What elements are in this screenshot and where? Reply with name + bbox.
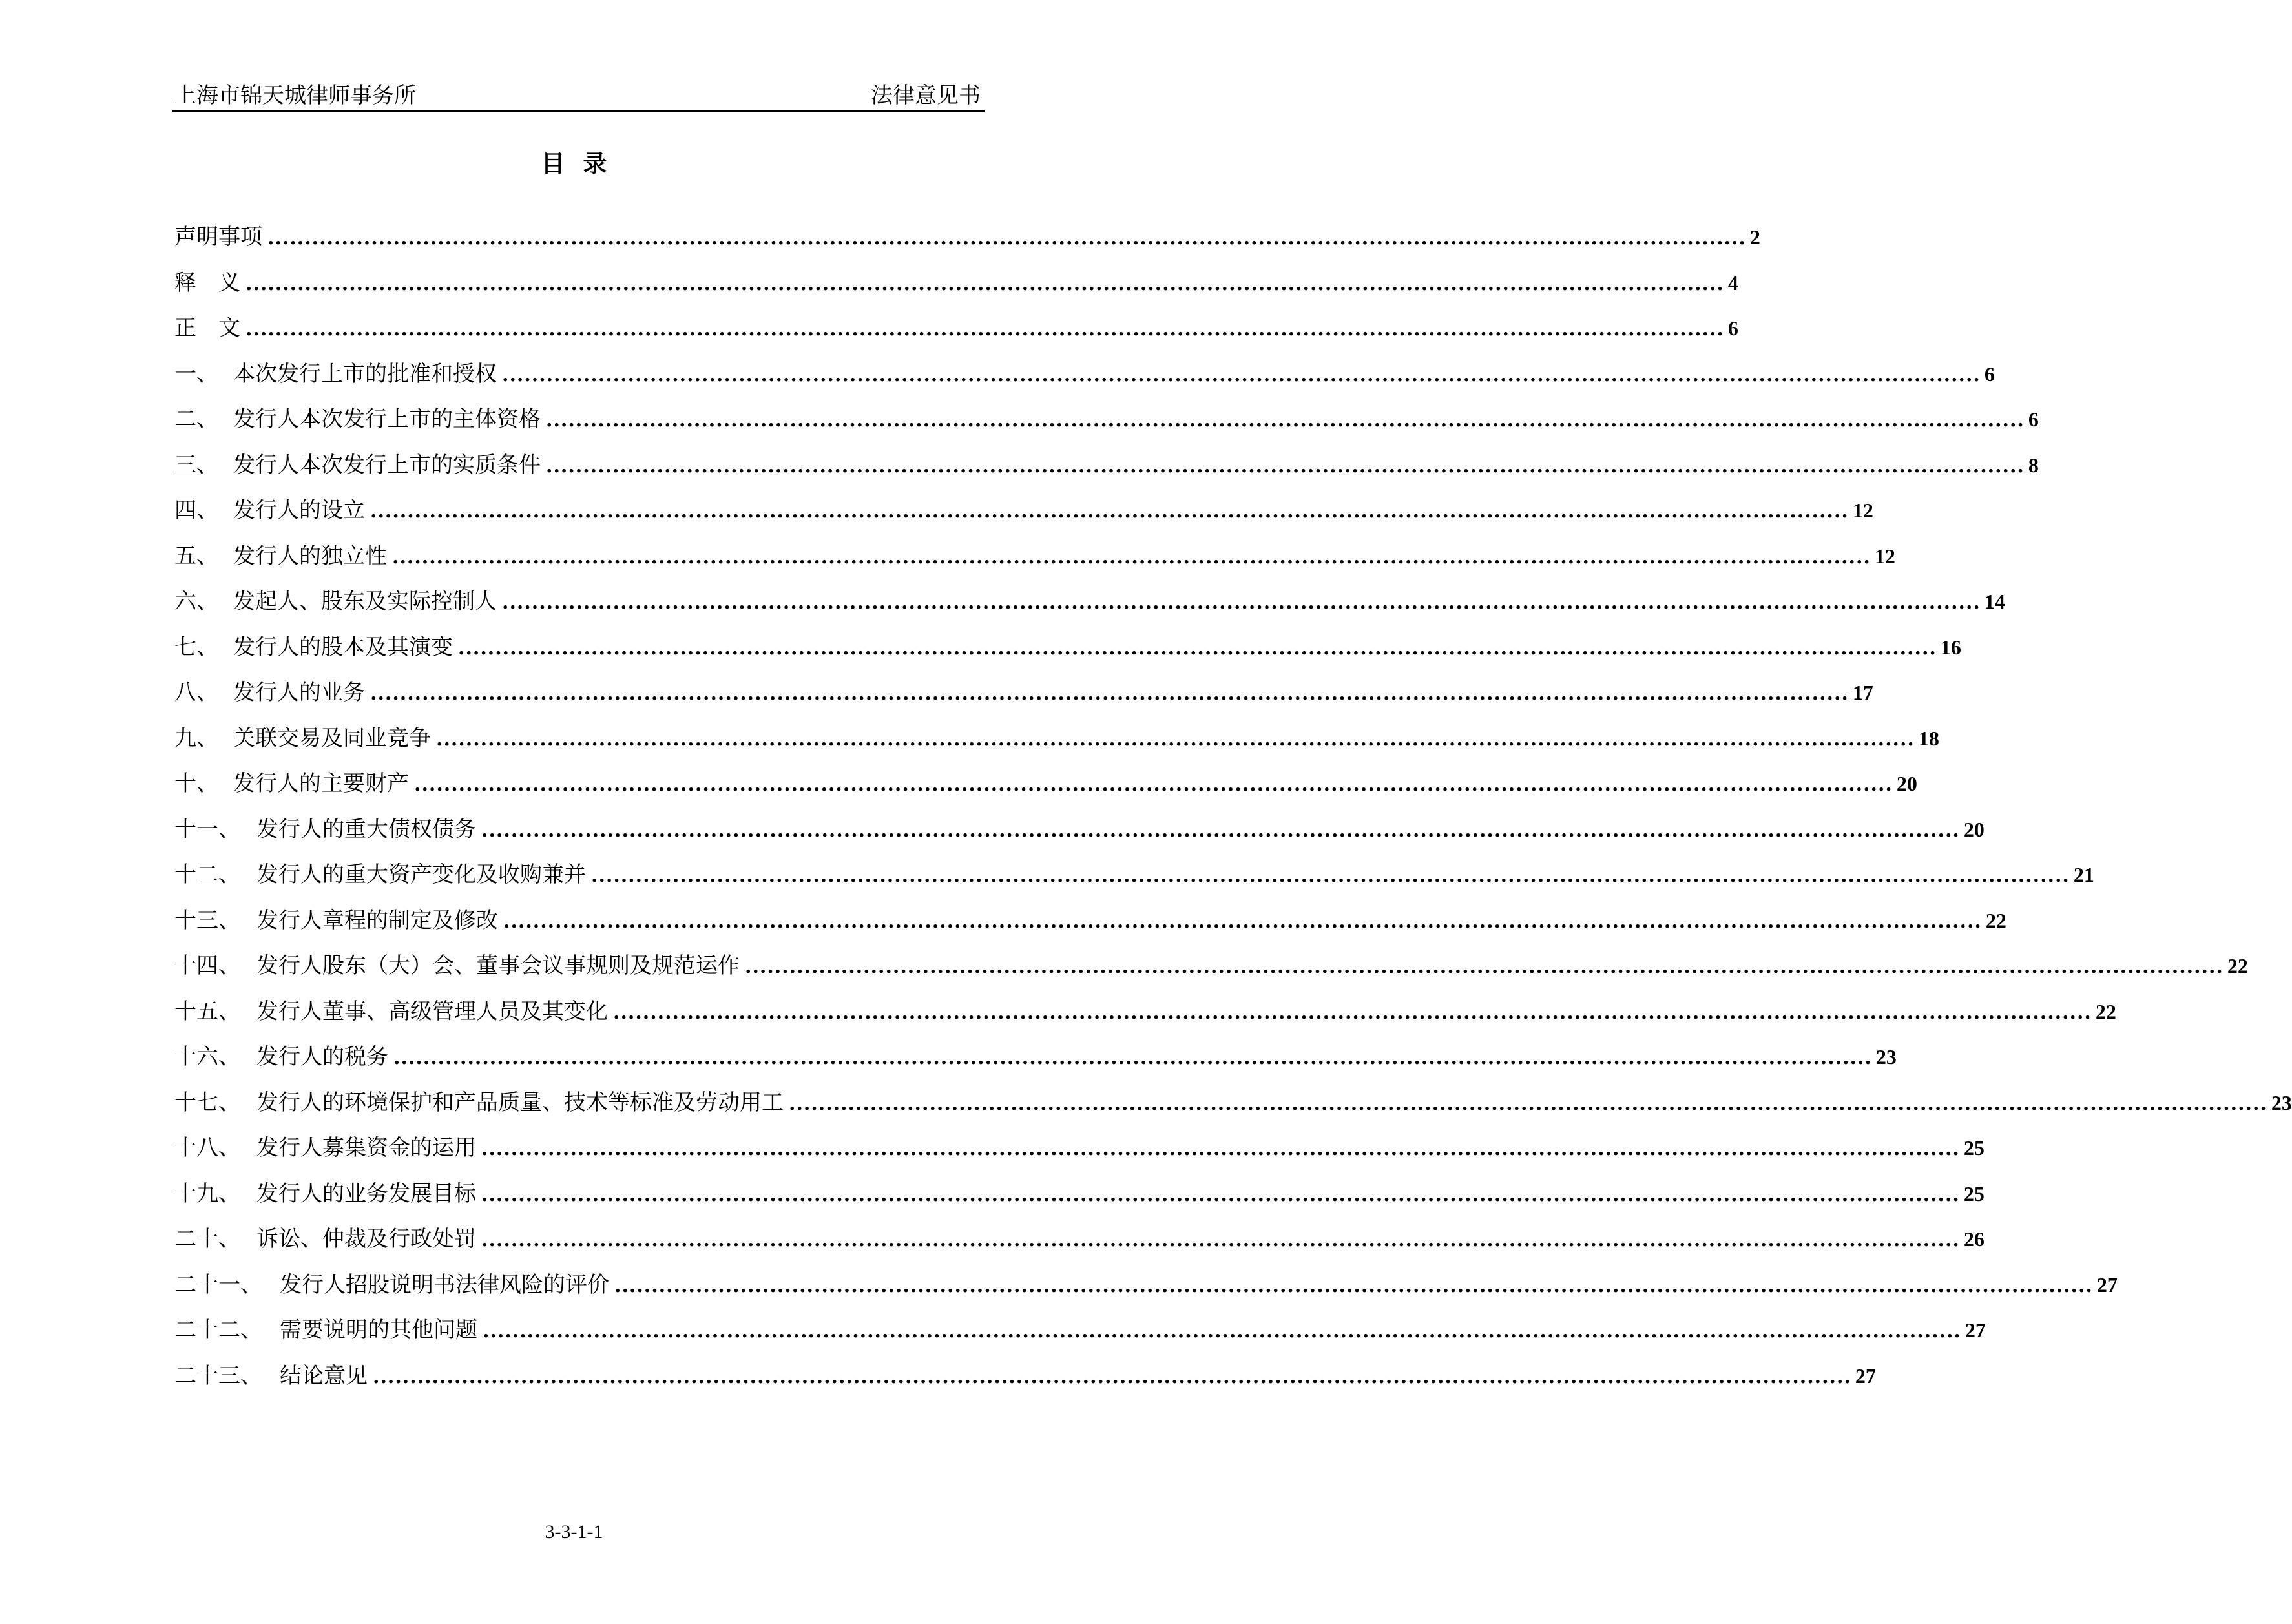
toc-entry-number: 十九、 — [174, 1180, 240, 1207]
toc-dot-leader: ........................................................................................................................................................................................................ — [546, 409, 2025, 432]
toc-entry-title: 发行人招股说明书法律风险的评价 — [280, 1271, 609, 1298]
toc-entry-page: 12 — [1852, 499, 1873, 522]
table-of-contents — [174, 221, 2292, 1405]
toc-entry-title: 发行人章程的制定及修改 — [256, 907, 498, 933]
toc-entry-page: 14 — [1984, 590, 2005, 613]
toc-entry-number: 二十一、 — [174, 1271, 262, 1298]
toc-entry-page: 16 — [1940, 635, 1961, 659]
toc-dot-leader: ........................................................................................................................................................................................................ — [245, 318, 1724, 340]
toc-entry-number: 十四、 — [174, 953, 240, 979]
toc-entry[interactable] — [174, 676, 1873, 722]
toc-dot-leader: ........................................................................................................................................................................................................ — [392, 545, 1871, 568]
toc-entry[interactable] — [174, 722, 1939, 768]
toc-entry[interactable] — [174, 859, 2094, 904]
toc-dot-leader: ........................................................................................................................................................................................................ — [373, 1365, 1851, 1388]
toc-entry-page: 18 — [1918, 726, 1939, 750]
toc-entry-title: 发行人的重大债权债务 — [256, 816, 476, 842]
toc-entry-title: 发行人的环境保护和产品质量、技术等标准及劳动用工 — [256, 1089, 784, 1116]
toc-entry-title: 需要说明的其他问题 — [280, 1317, 477, 1343]
toc-dot-leader: ........................................................................................................................................................................................................ — [789, 1092, 2267, 1115]
toc-entry[interactable] — [174, 1314, 1986, 1360]
toc-entry-number: 六、 — [174, 588, 218, 614]
toc-entry-page: 8 — [2028, 453, 2039, 477]
toc-entry-title: 发行人的独立性 — [233, 543, 387, 569]
toc-entry-page: 21 — [2073, 863, 2094, 886]
toc-entry-page: 25 — [1963, 1136, 1985, 1160]
toc-entry[interactable] — [174, 403, 2039, 449]
toc-entry-number: 十六、 — [174, 1044, 240, 1070]
toc-entry-number: 二十三、 — [174, 1362, 262, 1389]
toc-dot-leader: ........................................................................................................................................................................................................ — [745, 955, 2224, 978]
toc-entry[interactable] — [174, 1132, 1985, 1178]
toc-dot-leader: ........................................................................................................................................................................................................ — [481, 818, 1960, 842]
toc-entry[interactable] — [174, 585, 2005, 631]
toc-entry-number: 十八、 — [174, 1135, 240, 1161]
toc-entry-title: 声明事项 — [174, 224, 262, 250]
toc-entry-title: 诉讼、仲裁及行政处罚 — [256, 1226, 476, 1252]
toc-entry-number: 七、 — [174, 634, 218, 660]
toc-dot-leader: ........................................................................................................................................................................................................ — [591, 864, 2070, 887]
toc-entry-title: 发行人的税务 — [256, 1044, 388, 1070]
toc-entry-title: 本次发行上市的批准和授权 — [233, 360, 497, 387]
toc-entry[interactable] — [174, 1360, 1876, 1406]
toc-entry-title: 发行人本次发行上市的主体资格 — [233, 406, 541, 432]
toc-dot-leader: ........................................................................................................................................................................................................ — [481, 1183, 1960, 1206]
toc-entry-title: 发行人的股本及其演变 — [233, 634, 453, 660]
toc-entry-title: 发行人的主要财产 — [233, 771, 409, 796]
toc-entry[interactable] — [174, 449, 2039, 495]
toc-entry[interactable] — [174, 312, 1738, 358]
toc-dot-leader: ........................................................................................................................................................................................................ — [614, 1274, 2093, 1297]
toc-dot-leader: ........................................................................................................................................................................................................ — [546, 454, 2025, 477]
toc-entry-page: 22 — [2227, 954, 2248, 977]
toc-entry-title: 释 义 — [174, 269, 240, 296]
toc-entry[interactable] — [174, 358, 1995, 404]
toc-entry[interactable] — [174, 904, 2006, 950]
toc-entry-page: 6 — [1984, 362, 1995, 386]
toc-entry[interactable] — [174, 221, 1760, 267]
toc-dot-leader: ........................................................................................................................................................................................................ — [481, 1138, 1960, 1160]
toc-entry[interactable] — [174, 813, 1985, 859]
toc-dot-leader: ........................................................................................................................................................................................................ — [393, 1046, 1872, 1069]
toc-entry-page: 23 — [2271, 1090, 2292, 1114]
toc-entry[interactable] — [174, 1178, 1985, 1223]
toc-entry[interactable] — [174, 1087, 2292, 1132]
toc-entry-page: 26 — [1963, 1227, 1985, 1251]
toc-entry-number: 十、 — [174, 771, 218, 796]
toc-entry-title: 正 文 — [174, 315, 240, 341]
toc-entry[interactable] — [174, 950, 2248, 995]
toc-title: 目录 — [541, 149, 625, 178]
toc-entry-title: 关联交易及同业竞争 — [233, 725, 431, 751]
toc-entry-title: 发行人的设立 — [233, 497, 365, 523]
toc-entry-page: 6 — [2028, 408, 2039, 431]
toc-entry-title: 结论意见 — [280, 1362, 368, 1389]
toc-dot-leader: ........................................................................................................................................................................................................ — [436, 727, 1915, 751]
toc-entry-page: 22 — [1985, 908, 2006, 932]
toc-entry-page: 25 — [1963, 1182, 1985, 1205]
toc-entry-page: 27 — [2096, 1273, 2118, 1296]
toc-entry-title: 发行人募集资金的运用 — [256, 1135, 476, 1161]
toc-entry[interactable] — [174, 631, 1961, 677]
toc-dot-leader: ........................................................................................................................................................................................................ — [267, 227, 1746, 249]
toc-entry-number: 十七、 — [174, 1089, 240, 1116]
toc-dot-leader: ........................................................................................................................................................................................................ — [245, 272, 1724, 295]
toc-entry-number: 八、 — [174, 680, 218, 705]
toc-entry[interactable] — [174, 1041, 1897, 1087]
toc-entry-page: 17 — [1852, 681, 1873, 704]
toc-entry-title: 发行人的业务 — [233, 680, 365, 705]
toc-entry-number: 十二、 — [174, 862, 240, 888]
toc-entry-title: 发行人本次发行上市的实质条件 — [233, 452, 541, 478]
toc-entry-number: 十一、 — [174, 816, 240, 842]
toc-entry-number: 十三、 — [174, 907, 240, 933]
toc-entry[interactable] — [174, 1269, 2118, 1315]
toc-entry-page: 27 — [1964, 1318, 1986, 1342]
toc-entry-title: 发行人董事、高级管理人员及其变化 — [256, 998, 608, 1025]
toc-entry-page: 6 — [1727, 317, 1738, 340]
toc-entry-page: 20 — [1896, 772, 1917, 795]
toc-dot-leader: ........................................................................................................................................................................................................ — [502, 591, 1981, 614]
toc-entry-number: 九、 — [174, 725, 218, 751]
toc-entry-number: 二、 — [174, 406, 218, 432]
toc-entry-title: 发行人的业务发展目标 — [256, 1180, 476, 1207]
toc-dot-leader: ........................................................................................................................................................................................................ — [503, 910, 1982, 933]
toc-dot-leader: ........................................................................................................................................................................................................ — [481, 1229, 1960, 1251]
toc-entry-number: 二十二、 — [174, 1317, 262, 1343]
toc-entry-title: 发起人、股东及实际控制人 — [233, 588, 497, 614]
toc-entry-page: 4 — [1727, 271, 1738, 295]
toc-entry-page: 12 — [1874, 544, 1895, 568]
toc-entry[interactable] — [174, 494, 1873, 540]
toc-entry-number: 四、 — [174, 497, 218, 523]
toc-entry-number: 十五、 — [174, 998, 240, 1025]
toc-entry-page: 2 — [1749, 225, 1760, 249]
toc-entry[interactable] — [174, 767, 1917, 813]
toc-dot-leader: ........................................................................................................................................................................................................ — [613, 1001, 2092, 1024]
toc-entry-page: 27 — [1855, 1364, 1876, 1388]
toc-entry-title: 发行人股东（大）会、董事会议事规则及规范运作 — [256, 953, 740, 979]
toc-entry-page: 22 — [2095, 999, 2116, 1023]
toc-dot-leader: ........................................................................................................................................................................................................ — [502, 363, 1981, 386]
toc-entry-number: 五、 — [174, 543, 218, 569]
toc-dot-leader: ........................................................................................................................................................................................................ — [370, 500, 1849, 523]
page-header — [172, 81, 985, 112]
header-document-type: 法律意见书 — [871, 83, 981, 109]
toc-dot-leader: ........................................................................................................................................................................................................ — [458, 636, 1937, 660]
toc-entry-number: 一、 — [174, 360, 218, 387]
toc-entry-number: 二十、 — [174, 1226, 240, 1252]
toc-entry-page: 23 — [1875, 1045, 1897, 1068]
toc-entry[interactable] — [174, 1223, 1985, 1269]
toc-entry-number: 三、 — [174, 452, 218, 478]
toc-entry-page: 20 — [1963, 817, 1985, 841]
toc-entry-title: 发行人的重大资产变化及收购兼并 — [256, 862, 586, 888]
toc-dot-leader: ........................................................................................................................................................................................................ — [414, 773, 1893, 796]
header-firm-name: 上海市锦天城律师事务所 — [174, 83, 416, 109]
toc-dot-leader: ........................................................................................................................................................................................................ — [370, 682, 1849, 705]
toc-dot-leader: ........................................................................................................................................................................................................ — [483, 1320, 1961, 1342]
toc-entry[interactable] — [174, 267, 1738, 313]
toc-entry[interactable] — [174, 995, 2116, 1041]
page-number: 3-3-1-1 — [545, 1521, 603, 1543]
toc-entry[interactable] — [174, 540, 1895, 586]
